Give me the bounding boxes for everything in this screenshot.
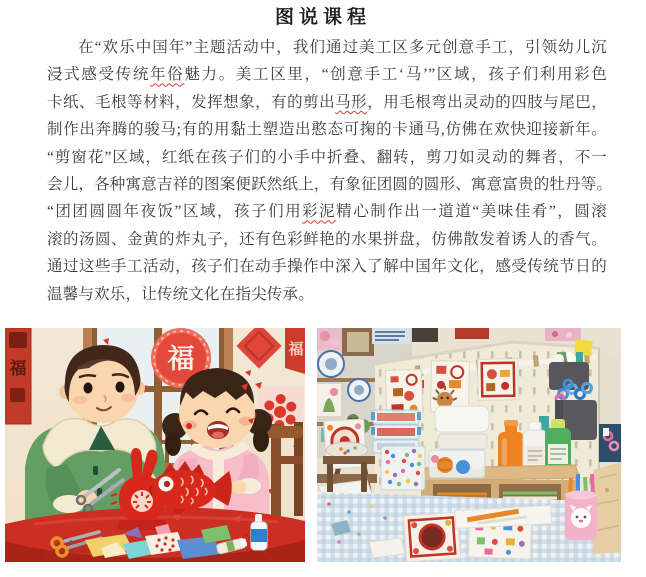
paragraph-line: “剪窗花”区域，红纸在孩子们的小手中折叠、翻转，剪刀如灵动的舞者，不一 (47, 148, 607, 166)
paragraph-line: 会儿，各种寓意吉祥的图案便跃然纸上，有象征团圆的圆形、寓意富贵的牡丹等。 (47, 176, 613, 194)
spring-couplet (5, 328, 31, 424)
white-bin (435, 406, 489, 449)
svg-text:福: 福 (9, 359, 27, 378)
paragraph-line: “团团圆圆年夜饭”区域，孩子们用彩泥精心制作出一道道“美味佳肴”，圆滚 (47, 203, 607, 221)
paragraph-line: 卡纸、毛根等材料，发挥想象，有的剪出马形，用毛根弯出灵动的四肢与尾巴， (47, 93, 607, 111)
papercut-illustration-image (5, 328, 305, 562)
document-title: 图说课程 (274, 7, 371, 28)
svg-text:福: 福 (288, 342, 304, 358)
craft-area-photo-image (317, 328, 621, 562)
figures-row (5, 328, 621, 562)
svg-text:福: 福 (167, 344, 195, 374)
paragraph-line: 滚的汤圆、金黄的炸丸子，还有色彩鲜艳的水果拼盘，仿佛散发着诱人的香气。 (47, 230, 607, 248)
spellcheck-marked-word: 彩泥 (302, 203, 337, 221)
spellcheck-marked-word: 年俗 (150, 66, 185, 84)
paragraph-line: 温馨与欢乐，让传统文化在指尖传承。 (47, 285, 314, 303)
paragraph-line: 制作出奔腾的骏马;有的用黏土塑造出憨态可掬的卡通马,仿佛在欢快迎接新年。 (47, 121, 607, 139)
spellcheck-marked-word: 马形 (335, 93, 368, 111)
bead-box (381, 446, 425, 490)
yarn-box (429, 450, 485, 478)
paragraph-line: 在“欢乐中国年”主题活动中，我们通过美工区多元创意手工，引领幼儿沉 (78, 39, 607, 56)
paragraph-line: 浸式感受传统年俗魅力。美工区里，“创意手工‘马’”区域，孩子们利用彩色 (47, 66, 608, 84)
paragraph-line: 通过这些手工活动，孩子们在动手操作中深入了解中国年文化，感受传统节日的 (47, 258, 607, 276)
course-description-paragraph (47, 34, 613, 308)
